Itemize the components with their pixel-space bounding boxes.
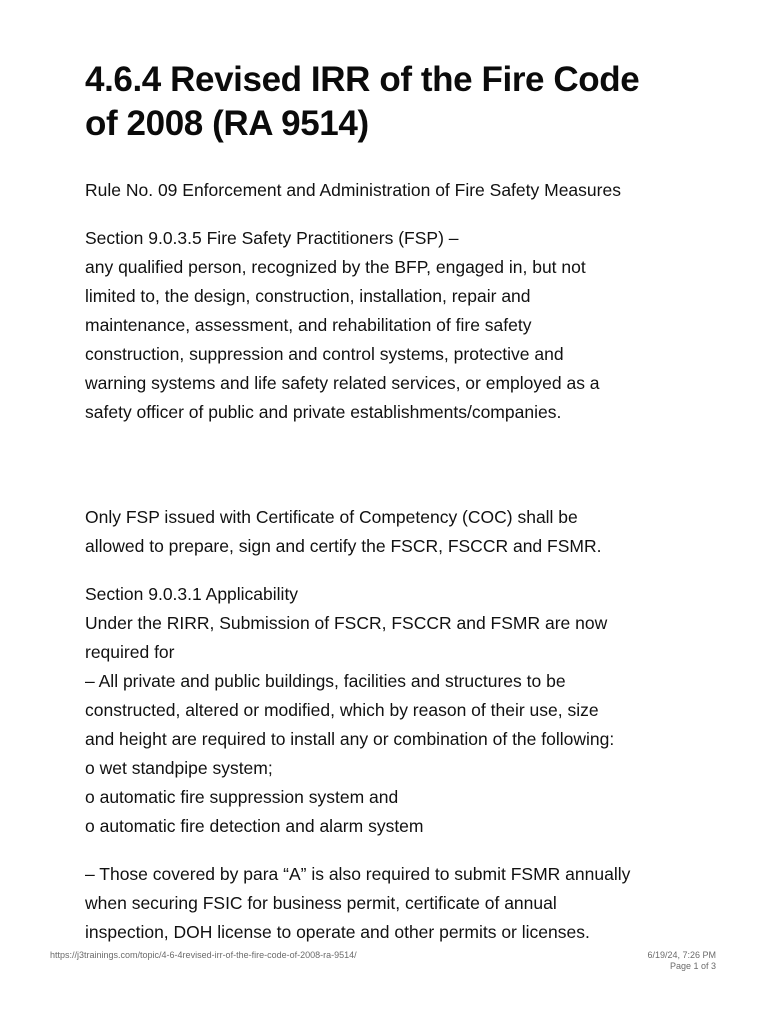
text-line: constructed, altered or modified, which by reason of their use, size: [85, 700, 599, 720]
paragraph-fsp-definition: [85, 224, 600, 427]
footer-meta: [647, 950, 716, 972]
paragraph-fsmr-annual: [85, 860, 630, 947]
title-line: of 2008 (RA 9514): [85, 104, 369, 143]
rule-heading: Rule No. 09 Enforcement and Administration of Fire Safety Measures: [85, 180, 621, 200]
text-line: – Those covered by para “A” is also required to submit FSMR annually: [85, 864, 631, 884]
footer-page-indicator: Page 1 of 3: [669, 961, 716, 971]
text-line: required for: [85, 642, 175, 662]
paragraph-applicability: [85, 580, 614, 841]
text-line: safety officer of public and private establishments/companies.: [85, 402, 562, 422]
text-line: warning systems and life safety related services, or employed as a: [85, 373, 600, 393]
text-line: any qualified person, recognized by the BFP, engaged in, but not: [85, 257, 586, 277]
document-page: [85, 58, 695, 942]
text-line: construction, suppression and control systems, protective and: [85, 344, 564, 364]
text-line: allowed to prepare, sign and certify the FSCR, FSCCR and FSMR.: [85, 536, 602, 556]
title-line: 4.6.4 Revised IRR of the Fire Code: [85, 60, 640, 99]
page-title: [85, 58, 695, 146]
text-line: inspection, DOH license to operate and other permits or licenses.: [85, 922, 590, 942]
text-line: Under the RIRR, Submission of FSCR, FSCCR and FSMR are now: [85, 613, 608, 633]
footer-timestamp: 6/19/24, 7:26 PM: [647, 950, 716, 960]
text-line: and height are required to install any or combination of the following:: [85, 729, 615, 749]
text-line: Section 9.0.3.1 Applicability: [85, 584, 299, 604]
text-line: Only FSP issued with Certificate of Competency (COC) shall be: [85, 507, 578, 527]
text-line: limited to, the design, construction, installation, repair and: [85, 286, 531, 306]
text-line: maintenance, assessment, and rehabilitation of fire safety: [85, 315, 532, 335]
text-line: – All private and public buildings, facilities and structures to be: [85, 671, 566, 691]
paragraph-coc: [85, 503, 601, 561]
list-item: o automatic fire suppression system and: [85, 787, 399, 807]
list-item: o wet standpipe system;: [85, 758, 273, 778]
footer-url: https://j3trainings.com/topic/4-6-4revised-irr-of-the-fire-code-of-2008-ra-9514/: [50, 950, 357, 960]
text-line: Section 9.0.3.5 Fire Safety Practitioners (FSP) –: [85, 228, 459, 248]
list-item: o automatic fire detection and alarm system: [85, 816, 424, 836]
text-line: when securing FSIC for business permit, certificate of annual: [85, 893, 557, 913]
